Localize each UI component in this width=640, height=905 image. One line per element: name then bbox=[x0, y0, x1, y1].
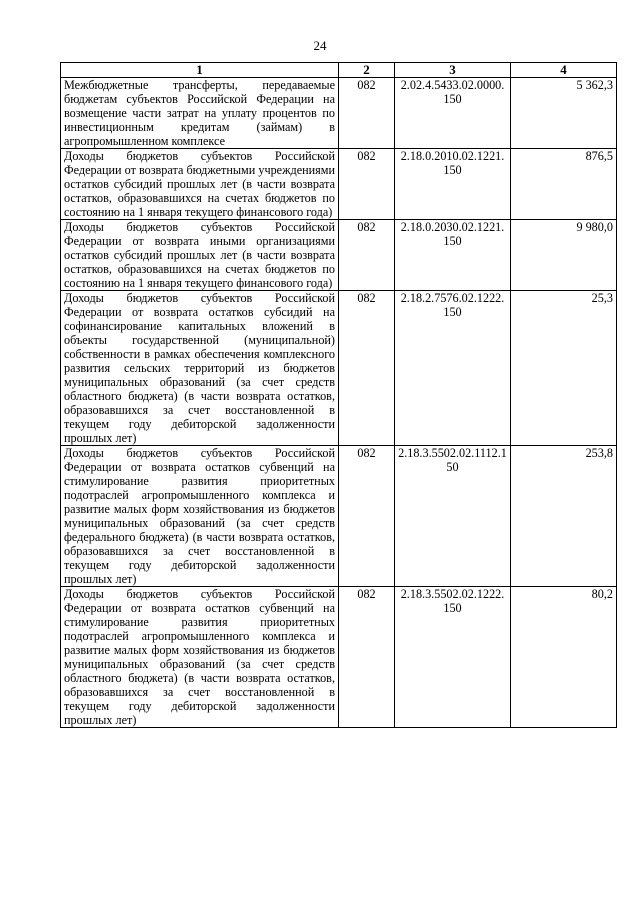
table-row bbox=[61, 446, 617, 587]
row-amount: 253,8 bbox=[511, 446, 617, 587]
table-row bbox=[61, 587, 617, 728]
row-amount: 876,5 bbox=[511, 149, 617, 220]
row-description: Доходы бюджетов субъектов Российской Федерации от возврата остатков субвенций на стимулирование развития приоритетных подотраслей агропромышленного комплекса и развитие малых форм хозяйствования из бюджетов муниципальных образований (за счет средств областного бюджета) (в части возврата остатков, образовавшихся за счет восстановленной в текущем году дебиторской задолженности прошлых лет) bbox=[61, 587, 339, 728]
row-amount: 9 980,0 bbox=[511, 220, 617, 291]
row-amount: 80,2 bbox=[511, 587, 617, 728]
row-admin-code: 082 bbox=[339, 220, 395, 291]
row-admin-code: 082 bbox=[339, 149, 395, 220]
row-classification-code: 2.18.3.5502.02.1112.150 bbox=[395, 446, 511, 587]
row-description: Доходы бюджетов субъектов Российской Федерации от возврата остатков субсидий на софинансирование капитальных вложений в объекты государственной (муниципальной) собственности в рамках обеспечения комплексного развития сельских территорий из бюджетов муниципальных образований (за счет средств областного бюджета) (в части возврата остатков, образовавшихся за счет восстановленной в текущем году дебиторской задолженности прошлых лет) bbox=[61, 291, 339, 446]
table-row bbox=[61, 220, 617, 291]
row-admin-code: 082 bbox=[339, 446, 395, 587]
row-description: Доходы бюджетов субъектов Российской Федерации от возврата остатков субвенций на стимулирование развития приоритетных подотраслей агропромышленного комплекса и развитие малых форм хозяйствования из бюджетов муниципальных образований (за счет средств федерального бюджета) (в части возврата остатков, образовавшихся за счет восстановленной в текущем году дебиторской задолженности прошлых лет) bbox=[61, 446, 339, 587]
row-classification-code: 2.18.0.2010.02.1221.150 bbox=[395, 149, 511, 220]
row-admin-code: 082 bbox=[339, 78, 395, 149]
row-classification-code: 2.18.3.5502.02.1222.150 bbox=[395, 587, 511, 728]
row-classification-code: 2.18.0.2030.02.1221.150 bbox=[395, 220, 511, 291]
row-admin-code: 082 bbox=[339, 587, 395, 728]
row-classification-code: 2.02.4.5433.02.0000.150 bbox=[395, 78, 511, 149]
table-row bbox=[61, 149, 617, 220]
row-description: Межбюджетные трансферты, передаваемые бюджетам субъектов Российской Федерации на возмещение части затрат на уплату процентов по инвестиционным кредитам (займам) в агропромышленном комплексе bbox=[61, 78, 339, 149]
table-row bbox=[61, 291, 617, 446]
column-header-classification-code: 3 bbox=[395, 63, 511, 78]
column-header-description: 1 bbox=[61, 63, 339, 78]
row-classification-code: 2.18.2.7576.02.1222.150 bbox=[395, 291, 511, 446]
row-description: Доходы бюджетов субъектов Российской Федерации от возврата бюджетными учреждениями остатков субсидий прошлых лет (в части возврата остатков, образовавшихся на счетах бюджетов по состоянию на 1 января текущего финансового года) bbox=[61, 149, 339, 220]
row-admin-code: 082 bbox=[339, 291, 395, 446]
page-number: 24 bbox=[313, 38, 327, 53]
row-amount: 25,3 bbox=[511, 291, 617, 446]
column-header-amount: 4 bbox=[511, 63, 617, 78]
column-header-admin-code: 2 bbox=[339, 63, 395, 78]
row-amount: 5 362,3 bbox=[511, 78, 617, 149]
revenue-table bbox=[60, 62, 617, 728]
table-header-row bbox=[61, 63, 617, 78]
table-row bbox=[61, 78, 617, 149]
row-description: Доходы бюджетов субъектов Российской Федерации от возврата иными организациями остатков субсидий прошлых лет (в части возврата остатков, образовавшихся на счетах бюджетов по состоянию на 1 января текущего финансового года) bbox=[61, 220, 339, 291]
